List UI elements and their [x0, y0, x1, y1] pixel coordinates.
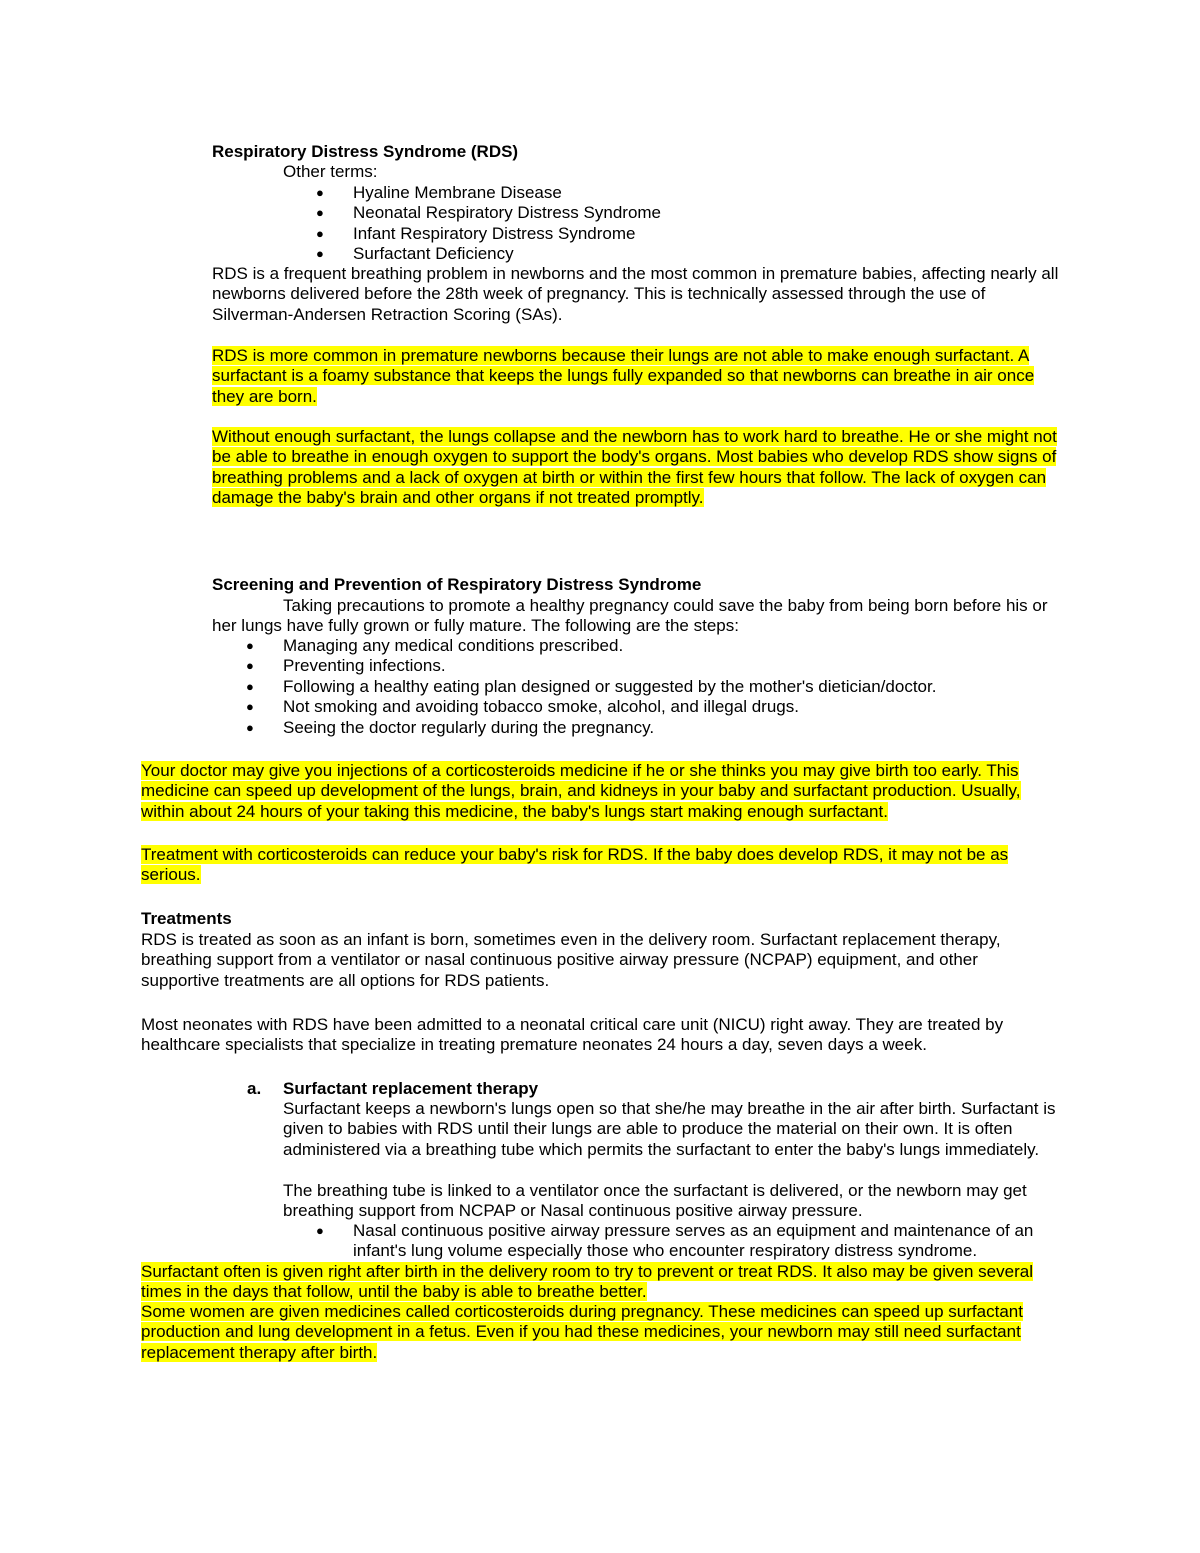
list-item: ● Preventing infections. — [246, 656, 446, 676]
highlighted-text: RDS is more common in premature newborns because their lungs are not able to make enough surfactant. A surfactant is a foamy substance that keeps the lungs fully expanded so that newborns can breathe in air once they are born. — [212, 346, 1035, 406]
list-item: ● Surfactant Deficiency — [316, 244, 514, 264]
screening-highlight-paragraph-2 — [141, 845, 1061, 886]
bullet-dot-icon: ● — [316, 205, 324, 221]
screening-highlight-paragraph-1 — [141, 761, 1061, 822]
list-item: ● Managing any medical conditions prescribed. — [246, 636, 624, 655]
bullet-dot-icon: ● — [246, 658, 254, 674]
list-item: ● Neonatal Respiratory Distress Syndrome — [316, 203, 662, 223]
subsection-paragraph-2: The breathing tube is linked to a ventilator once the surfactant is delivered, or the newborn may get breathing support from NCPAP or Nasal continuous positive airway pressure. — [283, 1181, 1027, 1221]
bullet-dot-icon: ● — [316, 185, 324, 200]
subsection-paragraph-1: Surfactant keeps a newborn's lungs open so that she/he may breathe in the air after birth. Surfactant is given to babies with RDS until their lungs are able to produce the material on their own. It is often administered via a breathing tube which permits the surfactant to enter the baby's lungs immediately. — [283, 1099, 1056, 1159]
rds-highlight-paragraph-1 — [212, 346, 1062, 407]
bullet-dot-icon: ● — [316, 1223, 324, 1238]
subsection-marker: a. — [247, 1079, 262, 1098]
highlighted-text: Treatment with corticosteroids can reduce your baby's risk for RDS. If the baby does develop RDS, it may not be as serious. — [141, 845, 1009, 885]
list-item: ● Seeing the doctor regularly during the pregnancy. — [246, 717, 655, 737]
treatments-title: Treatments — [141, 909, 232, 928]
highlighted-text: Some women are given medicines called corticosteroids during pregnancy. These medicines can speed up surfactant production and lung development in a fetus. Even if you had these medicines, your newborn may still need surfactant replacement therapy after birth. — [141, 1302, 1023, 1362]
other-terms-list — [316, 183, 662, 265]
rds-title: Respiratory Distress Syndrome (RDS) — [212, 142, 519, 161]
list-item: ● Not smoking and avoiding tobacco smoke, alcohol, and illegal drugs. — [246, 697, 799, 717]
screening-intro-paragraph: Taking precautions to promote a healthy pregnancy could save the baby from being born before his or her lungs have fully grown or fully mature. The following are the steps: — [212, 596, 1048, 636]
treatments-highlight-paragraph-2 — [141, 1302, 1061, 1363]
bullet-dot-icon: ● — [246, 699, 254, 715]
list-item: ● Following a healthy eating plan designed or suggested by the mother's dietician/doctor. — [246, 676, 937, 696]
subsection-title: Surfactant replacement therapy — [283, 1079, 539, 1098]
list-item: ● Infant Respiratory Distress Syndrome — [316, 223, 636, 243]
bullet-dot-icon: ● — [246, 678, 254, 694]
bullet-dot-icon: ● — [316, 225, 324, 241]
bullet-dot-icon: ● — [246, 638, 254, 653]
rds-highlight-paragraph-2 — [212, 427, 1062, 509]
highlighted-text: Without enough surfactant, the lungs collapse and the newborn has to work hard to breathe. He or she might not be able to breathe in enough oxygen to support the body's organs. Most babies who develop RDS show signs of breathing problems and a lack of oxygen at birth or within the first few hours that follow. The lack of oxygen can damage the baby's brain and other organs if not treated promptly. — [212, 427, 1057, 508]
list-item: ● Hyaline Membrane Disease — [316, 183, 562, 202]
treatments-highlight-paragraph-1 — [141, 1262, 1061, 1303]
highlighted-text: Your doctor may give you injections of a corticosteroids medicine if he or she thinks you may give birth too early. This medicine can speed up development of the lungs, brain, and kidneys in your baby and surfactant production. Usually, within about 24 hours of your taking this medicine, the baby's lungs start making enough surfactant. — [141, 761, 1021, 821]
highlighted-text: Surfactant often is given right after birth in the delivery room to try to prevent or treat RDS. It also may be given several times in the days that follow, until the baby is able to breathe better. — [141, 1262, 1033, 1302]
subsection-bullet-item: ● Nasal continuous positive airway pressure serves as an equipment and maintenance of an infant's lung volume especially those who encounter respiratory distress syndrome. — [316, 1221, 1034, 1261]
treatments-paragraph-2: Most neonates with RDS have been admitted to a neonatal critical care unit (NICU) right away. They are treated by healthcare specialists that specialize in treating premature neonates 24 hours a day, seven days a week. — [141, 1015, 1004, 1055]
rds-intro-paragraph: RDS is a frequent breathing problem in newborns and the most common in premature babies, affecting nearly all newborns delivered before the 28th week of pregnancy. This is technically assessed through the use of Silverman-Andersen Retraction Scoring (SAs). — [212, 264, 1059, 324]
bullet-dot-icon: ● — [246, 719, 254, 735]
screening-title: Screening and Prevention of Respiratory Distress Syndrome — [212, 575, 702, 594]
treatments-paragraph-1: RDS is treated as soon as an infant is born, sometimes even in the delivery room. Surfactant replacement therapy, breathing support from a ventilator or nasal continuous positive airway pressure (NCPAP) equipment, and other supportive treatments are all options for RDS patients. — [141, 930, 1001, 990]
screening-steps-list — [246, 636, 937, 738]
other-terms-label: Other terms: — [283, 162, 378, 181]
bullet-dot-icon: ● — [316, 246, 324, 262]
